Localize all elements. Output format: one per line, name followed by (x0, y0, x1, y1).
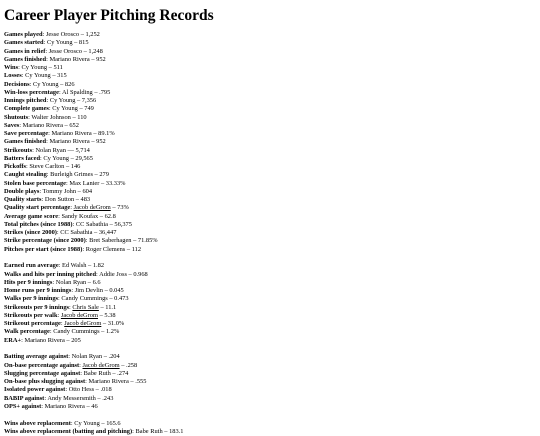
record-value: 952 (96, 56, 106, 63)
record-value: 62.8 (105, 213, 116, 220)
record-player: Nolan Ryan (72, 353, 102, 360)
record-row: Strikes (since 2000): CC Sabathia – 36,447 (4, 229, 540, 237)
record-label: Strikeouts (4, 147, 32, 154)
record-label: Batting average against (4, 353, 68, 360)
record-label: Walk percentage (4, 328, 50, 335)
record-label: Games in relief (4, 48, 45, 55)
record-player: Cy Young (21, 64, 47, 71)
record-player: Walter Johnson (31, 114, 70, 121)
record-label: Average game score (4, 213, 58, 220)
record-value: 46 (91, 403, 97, 410)
record-label: Save percentage (4, 130, 48, 137)
record-row: Slugging percentage against: Babe Ruth – .274 (4, 370, 540, 378)
record-player: Addie Joss (99, 271, 127, 278)
record-value: 279 (99, 171, 109, 178)
record-label: Strikeouts per 9 innings (4, 304, 69, 311)
record-row: Pickoffs: Steve Carlton – 146 (4, 163, 540, 171)
record-player: Cy Young (43, 155, 69, 162)
record-label: Walks and hits per inning pitched (4, 271, 96, 278)
record-label: Double plays (4, 188, 39, 195)
record-value: 5,714 (75, 147, 89, 154)
record-value: 183.1 (169, 428, 183, 435)
record-player: Cy Young (33, 81, 59, 88)
record-label: Pitches per start (since 1988) (4, 246, 82, 253)
record-label: Win-loss percentage (4, 89, 59, 96)
record-group (4, 262, 540, 345)
record-label: Losses (4, 72, 22, 79)
record-player: Cy Young (25, 72, 51, 79)
record-row: Strikeouts per walk: Jacob deGrom – 5.38 (4, 312, 540, 320)
record-player: Al Spalding (62, 89, 93, 96)
record-row: Games started: Cy Young – 815 (4, 39, 540, 47)
record-label: Total pitches (since 1988) (4, 221, 72, 228)
record-row: Win-loss percentage: Al Spalding – .795 (4, 89, 540, 97)
record-player: Sandy Koufax (61, 213, 98, 220)
record-row: Batters faced: Cy Young – 29,565 (4, 155, 540, 163)
record-player: Ed Walsh (62, 262, 86, 269)
record-player: Mariano Rivera (45, 403, 85, 410)
record-player: Cy Young (47, 39, 73, 46)
record-label: Isolated power against (4, 386, 65, 393)
record-value: 31.0% (108, 320, 125, 327)
record-label: ERA+ (4, 337, 21, 344)
record-value: 0.968 (133, 271, 147, 278)
record-value: 11.1 (105, 304, 116, 311)
record-player: Mariano Rivera (49, 138, 89, 145)
record-value: 826 (65, 81, 75, 88)
record-value: 815 (79, 39, 89, 46)
record-player: Mariano Rivera (89, 378, 129, 385)
record-label: Decisions (4, 81, 30, 88)
record-player: Cy Young (74, 420, 100, 427)
record-player-link[interactable]: Chris Sale (72, 304, 98, 311)
record-label: On-base percentage against (4, 362, 79, 369)
record-label: Stolen base percentage (4, 180, 66, 187)
record-label: Hits per 9 innings (4, 279, 52, 286)
page-title: Career Player Pitching Records (4, 7, 540, 25)
record-player: Babe Ruth (84, 370, 111, 377)
record-label: Strikes (since 2000) (4, 229, 57, 236)
record-row: Games finished: Mariano Rivera – 952 (4, 138, 540, 146)
record-row: Isolated power against: Otto Hess – .018 (4, 386, 540, 394)
record-label: Wins above replacement (batting and pitching) (4, 428, 132, 435)
record-row: Walks per 9 innings: Candy Cummings – 0.473 (4, 295, 540, 303)
record-row: Saves: Mariano Rivera – 652 (4, 122, 540, 130)
record-value: .018 (100, 386, 111, 393)
record-row: Quality start percentage: Jacob deGrom – 73% (4, 204, 540, 212)
record-label: Complete games (4, 105, 49, 112)
record-player: Otto Hess (69, 386, 94, 393)
record-player: Mariano Rivera (49, 56, 89, 63)
record-player-link[interactable]: Jacob deGrom (83, 362, 120, 369)
record-label: Batters faced (4, 155, 40, 162)
record-player-link[interactable]: Jacob deGrom (74, 204, 111, 211)
record-label: Wins above replacement (4, 420, 71, 427)
record-value: 36,447 (99, 229, 117, 236)
record-label: Quality starts (4, 196, 41, 203)
record-label: Home runs per 9 innings (4, 287, 71, 294)
record-row: Quality starts: Don Sutton – 483 (4, 196, 540, 204)
record-player: Max Lanier (69, 180, 99, 187)
record-value: .258 (126, 362, 137, 369)
record-group (4, 353, 540, 411)
record-value: .243 (102, 395, 113, 402)
record-player: Jesse Orosco (46, 31, 79, 38)
record-value: 29,565 (75, 155, 93, 162)
record-player: Nolan Ryan (56, 279, 86, 286)
record-player: Mariano Rivera (25, 337, 65, 344)
record-label: Quality start percentage (4, 204, 70, 211)
record-value: 165.6 (106, 420, 120, 427)
record-row: Earned run average: Ed Walsh – 1.82 (4, 262, 540, 270)
record-label: Caught stealing (4, 171, 47, 178)
record-player: Nolan Ryan (35, 147, 65, 154)
record-value: 56,375 (114, 221, 132, 228)
record-row: Home runs per 9 innings: Jim Devlin – 0.045 (4, 287, 540, 295)
record-player: Andy Messersmith (47, 395, 95, 402)
record-row: Batting average against: Nolan Ryan – .204 (4, 353, 540, 361)
record-player: Don Sutton (45, 196, 74, 203)
record-label: Wins (4, 64, 18, 71)
record-value: 604 (82, 188, 92, 195)
record-player: Cy Young (50, 97, 76, 104)
record-label: On-base plus slugging against (4, 378, 85, 385)
record-player: Burleigh Grimes (50, 171, 93, 178)
record-value: 6.6 (93, 279, 101, 286)
record-row: On-base percentage against: Jacob deGrom – .258 (4, 362, 540, 370)
record-label: BABIP against (4, 395, 44, 402)
record-player: Candy Cummings (53, 328, 99, 335)
record-player: Mariano Rivera (23, 122, 63, 129)
record-row: Save percentage: Mariano Rivera – 89.1% (4, 130, 540, 138)
record-group (4, 31, 540, 254)
record-label: Games started (4, 39, 44, 46)
record-player-link[interactable]: Jacob deGrom (64, 320, 101, 327)
record-row: Caught stealing: Burleigh Grimes – 279 (4, 171, 540, 179)
record-label: Slugging percentage against (4, 370, 80, 377)
record-player: Babe Ruth (136, 428, 163, 435)
record-row: BABIP against: Andy Messersmith – .243 (4, 395, 540, 403)
record-row: Games played: Jesse Orosco – 1,252 (4, 31, 540, 39)
record-value: 483 (81, 196, 91, 203)
record-row: ERA+: Mariano Rivera – 205 (4, 337, 540, 345)
record-value: 73% (117, 204, 129, 211)
record-row: Walk percentage: Candy Cummings – 1.2% (4, 328, 540, 336)
record-row: Innings pitched: Cy Young – 7,356 (4, 97, 540, 105)
record-label: Pickoffs (4, 163, 26, 170)
record-player: Bret Saberhagen (89, 237, 131, 244)
record-value: 0.045 (109, 287, 123, 294)
record-row: Wins: Cy Young – 511 (4, 64, 540, 72)
record-value: 110 (77, 114, 86, 121)
record-row: Games finished: Mariano Rivera – 952 (4, 56, 540, 64)
record-player: Steve Carlton (29, 163, 64, 170)
record-row: OPS+ against: Mariano Rivera – 46 (4, 403, 540, 411)
record-value: 1.2% (106, 328, 119, 335)
record-label: Shutouts (4, 114, 28, 121)
record-value: 0.473 (114, 295, 128, 302)
record-row: Shutouts: Walter Johnson – 110 (4, 114, 540, 122)
record-value: 315 (57, 72, 67, 79)
record-label: OPS+ against (4, 403, 41, 410)
record-label: Games finished (4, 56, 46, 63)
record-player: Cy Young (52, 105, 78, 112)
record-value: .555 (135, 378, 146, 385)
record-row: Wins above replacement: Cy Young – 165.6 (4, 420, 540, 428)
record-value: .204 (108, 353, 119, 360)
record-row: Strike percentage (since 2000): Bret Saberhagen – 71.85% (4, 237, 540, 245)
record-label: Earned run average (4, 262, 59, 269)
record-row: Strikeouts per 9 innings: Chris Sale – 11.1 (4, 304, 540, 312)
record-player: CC Sabathia (60, 229, 92, 236)
record-value: 749 (84, 105, 94, 112)
record-value: 33.33% (106, 180, 126, 187)
record-row: Walks and hits per inning pitched: Addie Joss – 0.968 (4, 271, 540, 279)
record-value: 5.38 (104, 312, 115, 319)
record-player: Mariano Rivera (51, 130, 91, 137)
records-list (4, 31, 540, 436)
record-player: Jim Devlin (75, 287, 103, 294)
record-row: Hits per 9 innings: Nolan Ryan – 6.6 (4, 279, 540, 287)
record-value: 511 (53, 64, 62, 71)
record-value: 652 (69, 122, 79, 129)
record-label: Games finished (4, 138, 46, 145)
record-row: Games in relief: Jesse Orosco – 1,248 (4, 48, 540, 56)
record-player: Roger Clemens (86, 246, 126, 253)
record-value: 205 (71, 337, 81, 344)
record-value: 1,252 (86, 31, 100, 38)
record-player: Jesse Orosco (49, 48, 82, 55)
record-row: Stolen base percentage: Max Lanier – 33.33% (4, 180, 540, 188)
record-row: On-base plus slugging against: Mariano Rivera – .555 (4, 378, 540, 386)
record-row: Strikeouts: Nolan Ryan — 5,714 (4, 147, 540, 155)
record-value: 89.1% (98, 130, 115, 137)
record-label: Walks per 9 innings (4, 295, 58, 302)
record-row: Average game score: Sandy Koufax – 62.8 (4, 213, 540, 221)
record-row: Complete games: Cy Young – 749 (4, 105, 540, 113)
record-value: 7,356 (82, 97, 96, 104)
record-row: Losses: Cy Young – 315 (4, 72, 540, 80)
record-label: Strikeout percentage (4, 320, 61, 327)
record-player: Candy Cummings (61, 295, 107, 302)
record-value: 71.85% (138, 237, 158, 244)
record-player: CC Sabathia (76, 221, 108, 228)
record-player-link[interactable]: Jacob deGrom (61, 312, 98, 319)
record-label: Saves (4, 122, 19, 129)
record-row: Double plays: Tommy John – 604 (4, 188, 540, 196)
record-value: .274 (117, 370, 128, 377)
record-label: Strikeouts per walk (4, 312, 58, 319)
record-row: Pitches per start (since 1988): Roger Clemens – 112 (4, 246, 540, 254)
record-group (4, 420, 540, 436)
record-label: Games played (4, 31, 43, 38)
record-row: Decisions: Cy Young – 826 (4, 81, 540, 89)
record-label: Innings pitched (4, 97, 46, 104)
record-value: 1,248 (88, 48, 102, 55)
record-row: Total pitches (since 1988): CC Sabathia – 56,375 (4, 221, 540, 229)
record-player: Tommy John (43, 188, 76, 195)
record-row: Strikeout percentage: Jacob deGrom – 31.0% (4, 320, 540, 328)
record-value: 112 (132, 246, 141, 253)
record-value: 952 (96, 138, 106, 145)
record-value: 146 (71, 163, 81, 170)
record-value: 1.82 (93, 262, 104, 269)
record-label: Strike percentage (since 2000) (4, 237, 86, 244)
record-row: Wins above replacement (batting and pitching): Babe Ruth – 183.1 (4, 428, 540, 436)
record-value: .795 (99, 89, 110, 96)
